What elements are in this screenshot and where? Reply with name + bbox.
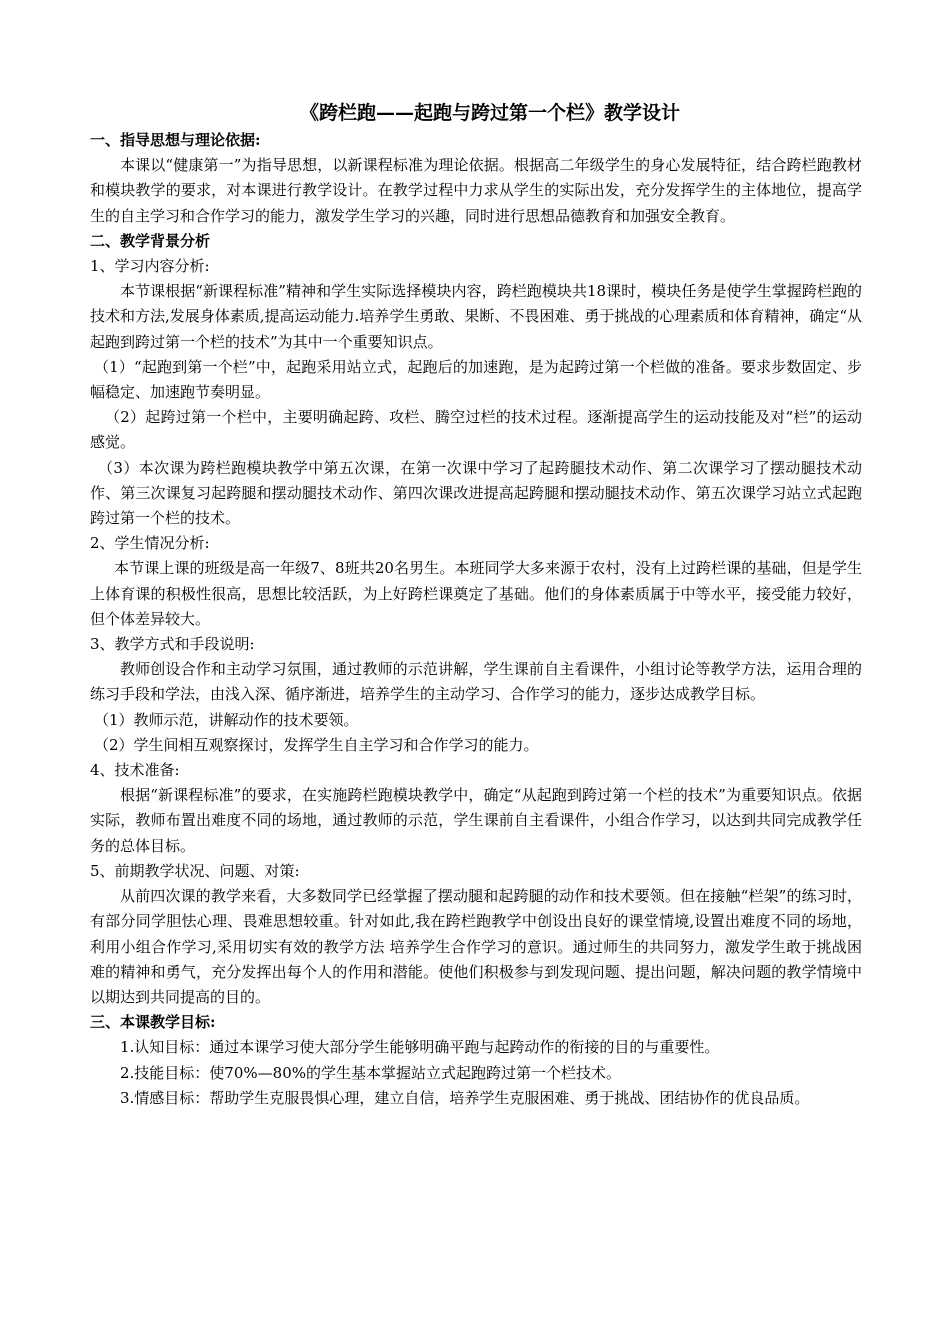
paragraph: 从前四次课的教学来看，大多数同学已经掌握了摆动腿和起跨腿的动作和技术要领。但在接触“栏架”的练习时，有部分同学胆怯心理、畏难思想较重。针对如此,我在跨栏跑教学中创设出良好的课堂情境,设置出难度不同的场地，利用小组合作学习,采用切实有效的教学方法 培养学生合作学习的意识。通过师生的共同努力，激发学生敢于挑战困难的精神和勇气，充分发挥出每个人的作用和潜能。使他们积极参与到发现问题、提出问题，解决问题的教学情境中以期达到共同提高的目的。 xyxy=(90,887,862,1006)
subsection-heading: 1、学习内容分析: xyxy=(90,257,210,276)
document-title: 《跨栏跑——起跑与跨过第一个栏》教学设计 xyxy=(299,102,680,124)
subsection-heading: 3、教学方式和手段说明: xyxy=(90,635,255,654)
list-item: （1）教师示范，讲解动作的技术要领。 xyxy=(94,710,359,729)
goal-item: 2.技能目标：使70%—80%的学生基本掌握站立式起跑跨过第一个栏技术。 xyxy=(120,1063,621,1082)
list-item: （2）起跨过第一个栏中，主要明确起跨、攻栏、腾空过栏的技术过程。逐渐提高学生的运动技能及对“栏”的运动感觉。 xyxy=(90,408,862,452)
section-heading: 三、本课教学目标: xyxy=(90,1013,216,1032)
section-heading: 二、教学背景分析 xyxy=(90,231,211,250)
paragraph: 本节课上课的班级是高一年级7、8班共20名男生。本班同学大多来源于农村，没有上过跨栏课的基础，但是学生上体育课的积极性很高，思想比较活跃，为上好跨栏课奠定了基础。他们的身体素质属于中等水平，接受能力较好，但个体差异较大。 xyxy=(90,559,862,628)
paragraph: 教师创设合作和主动学习氛围，通过教师的示范讲解，学生课前自主看课件，小组讨论等教学方法，运用合理的练习手段和学法，由浅入深、循序渐进，培养学生的主动学习、合作学习的能力，逐步达成教学目标。 xyxy=(90,660,862,704)
paragraph: 根据“新课程标准”的要求，在实施跨栏跑模块教学中，确定“从起跑到跨过第一个栏的技术”为重要知识点。依据实际，教师布置出难度不同的场地，通过教师的示范，学生课前自主看课件，小组合作学习，以达到共同完成教学任务的总体目标。 xyxy=(90,786,862,855)
paragraph: 本课以“健康第一”为指导思想，以新课程标准为理论依据。根据高二年级学生的身心发展特征，结合跨栏跑教材和模块教学的要求，对本课进行教学设计。在教学过程中力求从学生的实际出发，充分发挥学生的主体地位，提高学生的自主学习和合作学习的能力，激发学生学习的兴趣，同时进行思想品德教育和加强安全教育。 xyxy=(90,156,862,225)
section-teaching-goals xyxy=(90,1010,862,1111)
section-background-analysis xyxy=(90,229,862,1010)
paragraph: 本节课根据“新课程标准”精神和学生实际选择模块内容，跨栏跑模块共18课时，模块任务是使学生掌握跨栏跑的技术和方法,发展身体素质,提高运动能力.培养学生勇敢、果断、不畏困难、勇于挑战的心理素质和体育精神，确定“从起跑到跨过第一个栏的技术”为其中一个重要知识点。 xyxy=(90,282,862,351)
subsection-heading: 5、前期教学状况、问题、对策: xyxy=(90,861,300,880)
goal-item: 3.情感目标：帮助学生克服畏惧心理，建立自信，培养学生克服困难、勇于挑战、团结协作的优良品质。 xyxy=(120,1088,810,1107)
list-item: （2）学生间相互观察探讨，发挥学生自主学习和合作学习的能力。 xyxy=(94,735,539,754)
list-item: （3）本次课为跨栏跑模块教学中第五次课，在第一次课中学习了起跨腿技术动作、第二次课学习了摆动腿技术动作、第三次课复习起跨腿和摆动腿技术动作、第四次课改进提高起跨腿和摆动腿技术动作、第五次课学习站立式起跑跨过第一个栏的技术。 xyxy=(90,458,862,528)
section-heading: 一、指导思想与理论依据: xyxy=(90,131,261,149)
section-guiding-thought xyxy=(90,128,862,229)
subsection-heading: 2、学生情况分析: xyxy=(90,534,210,553)
document-body xyxy=(90,98,862,1111)
subsection-heading: 4、技术准备: xyxy=(90,761,180,780)
goal-item: 1.认知目标：通过本课学习使大部分学生能够明确平跑与起跨动作的衔接的目的与重要性。 xyxy=(120,1038,720,1057)
list-item: （1）“起跑到第一个栏”中，起跑采用站立式，起跑后的加速跑，是为起跨过第一个栏做的准备。要求步数固定、步幅稳定、加速跑节奏明显。 xyxy=(90,357,862,402)
